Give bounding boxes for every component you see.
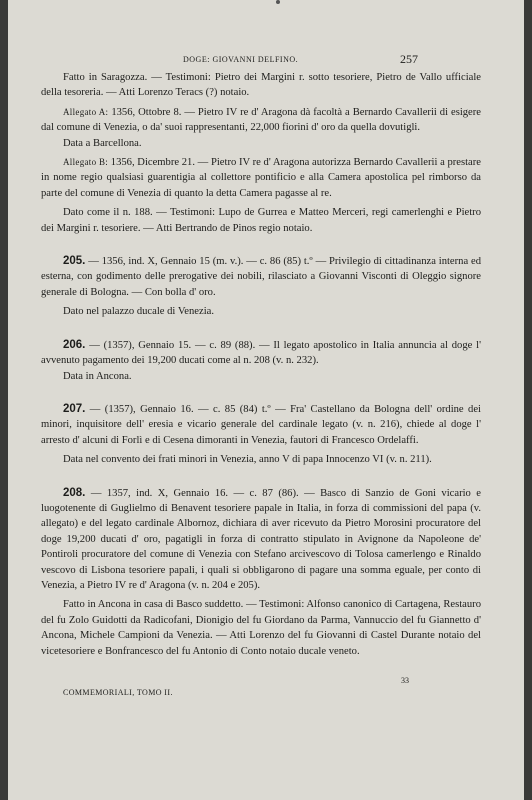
book-page — [8, 0, 524, 800]
entry-208 — [41, 486, 481, 594]
entry-number: 206. — [63, 338, 86, 351]
entry-number: 205. — [63, 255, 86, 268]
paragraph — [41, 105, 481, 136]
paragraph-text: 1356, Ottobre 8. — Pietro IV re d' Aragona dà facoltà a Bernardo Cavallerii di esigere dal comune di Venezia, o da' suoi rappresentanti, 22,000 fiorini d' oro da quella dovutigli. — [41, 106, 481, 134]
entry-207 — [41, 402, 481, 448]
allegato-label: Allegato B: — [63, 157, 109, 168]
running-title: DOGE: GIOVANNI DELFINO. — [183, 55, 299, 64]
paragraph: Data a Barcellona. — [63, 137, 142, 149]
paragraph: Data in Ancona. — [63, 370, 132, 382]
volume-footer: COMMEMORIALI, TOMO II. — [63, 688, 173, 697]
entry-number: 208. — [63, 486, 86, 499]
paragraph: Dato nel palazzo ducale di Venezia. — [63, 306, 214, 318]
entry-text: — (1357), Gennaio 16. — c. 85 (84) t.º — Fra' Castellano da Bologna dell' ordine dei minori, inquisitore dell' eresia e vicario generale del cardinale legato (v. n. 216), chiede al doge l' arresto d' alcuni di Forlì e di Cesena dimoranti in Venezia, fautori di Francesco Ordelaffi. — [41, 403, 481, 446]
entry-text: — 1357, ind. X, Gennaio 16. — c. 87 (86). — Basco di Sanzio de Goni vicario e luogotenente di Guglielmo di Benavent tesoriere papale in Italia, in forza di commissioni del papa (v. allegato) e del legato cardinale Albornoz, dichiara di aver ricevuto da Pietro Morosini procuratore del doge 19,200 ducati d' oro, pagatigli in forza di contratto stipulato in Avignone da Napoleone de' Pontiroli procuratore del comune di Venezia con Stefano arcivescovo di Tolosa camerlengo e Rinaldo vescovo di Lisbona tesoriere papali, i quali si obbligarono di pagare una somma eguale, per conto di Venezia, a Pietro IV re d' Aragona (v. n. 204 e 205). — [41, 487, 481, 591]
allegato-label: Allegato A: — [63, 106, 109, 117]
page-body — [41, 70, 481, 659]
entry-text: — 1356, ind. X, Gennaio 15 (m. v.). — c. 86 (85) t.º — Privilegio di cittadinanza interna ed esterna, con godimento delle prerogative dei nobili, rilasciato a Giovanni Visconti di Oleggio signore generale di Bologna. — Con bolla d' oro. — [41, 256, 482, 298]
entry-text: — (1357), Gennaio 15. — c. 89 (88). — Il legato apostolico in Italia annuncia al doge l' avvenuto pagamento dei 19,200 ducati come al n. 208 (v. n. 232). — [41, 339, 481, 367]
paragraph: Fatto in Ancona in casa di Basco suddetto. — Testimoni: Alfonso canonico di Cartagena, Restauro del fu Zolo Guidotti da Radicofani, Dionigio del fu Giordano da Parma, Vannuccio del fu Giannetto d' Ancona, Michele Campioni da Venezia. — Atti Lorenzo del fu Giovanni di Castel Durante notaio del vicetesoriere e Bonfrancesco del fu Antonio di Conto notaio ducale veneto. — [41, 599, 481, 657]
ink-speck — [276, 0, 280, 4]
entry-205 — [41, 254, 481, 300]
paragraph: Data nel convento dei frati minori in Venezia, anno V di papa Innocenzo VI (v. n. 211). — [63, 454, 432, 466]
paragraph-text: 1356, Dicembre 21. — Pietro IV re d' Aragona autorizza Bernardo Cavallerii a prestare in nome regio qualsiasi guarentigia al collettore pontificio e alla Camera apostolica pel rimborso da parte del comune di Venezia di quanto la detta Camera pagasse al re. — [41, 157, 481, 199]
entry-206 — [41, 338, 481, 369]
signature-mark: 33 — [401, 676, 409, 685]
paragraph — [41, 155, 481, 201]
page-number: 257 — [400, 52, 418, 66]
paragraph: Fatto in Saragozza. — Testimoni: Pietro dei Margini r. sotto tesoriere, Pietro de Vallo ufficiale della tesoreria. — Atti Lorenzo Teracs (?) notaio. — [41, 72, 481, 99]
entry-number: 207. — [63, 402, 86, 415]
paragraph: Dato come il n. 188. — Testimoni: Lupo de Gurrea e Matteo Merceri, regi camerlenghi e Pietro dei Margini r. tesoriere. — Atti Bertrando de Pinos regio notaio. — [41, 207, 481, 234]
